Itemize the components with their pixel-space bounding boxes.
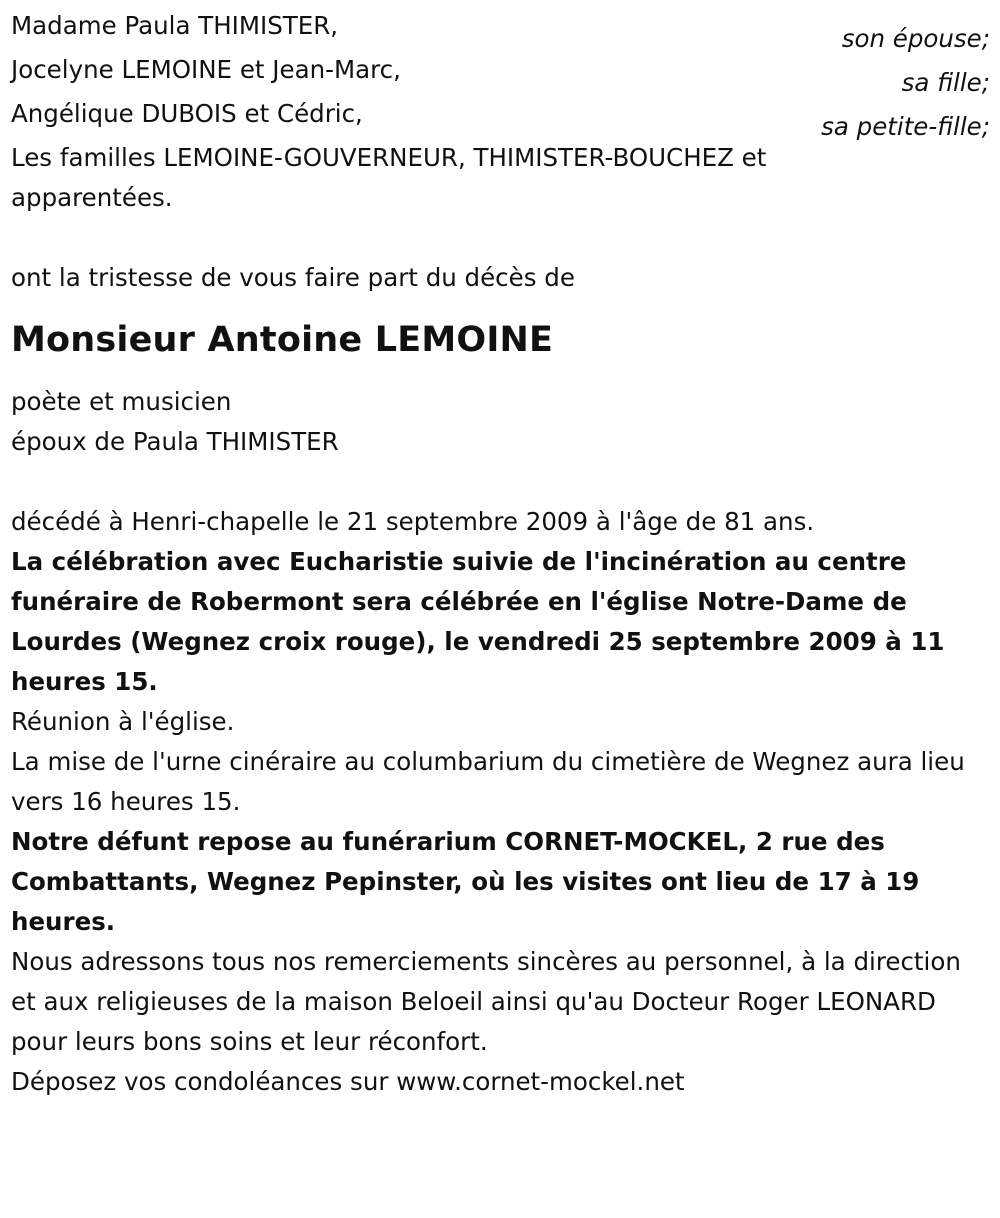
family-member-relation: sa fille;	[901, 68, 990, 97]
thanks-message: Nous adressons tous nos remerciements sincères au personnel, à la direction et aux religieuses de la maison Beloeil ainsi qu'au Docteur Roger LEONARD pour leurs bons soins et leur réconfort.	[11, 947, 961, 1056]
spacer	[11, 462, 990, 502]
announcement-intro: ont la tristesse de vous faire part du décès de	[11, 263, 575, 292]
deceased-name: Monsieur Antoine LEMOINE	[11, 320, 554, 360]
condolences-info: Déposez vos condoléances sur www.cornet-mockel.net	[11, 1067, 685, 1096]
urn-info: La mise de l'urne cinéraire au columbarium du cimetière de Wegnez aura lieu vers 16 heures 15.	[11, 747, 965, 816]
deceased-spouse: époux de Paula THIMISTER	[11, 427, 339, 456]
ceremony-info: La célébration avec Eucharistie suivie de l'incinération au centre funéraire de Robermont sera célébrée en l'église Notre-Dame de Lourdes (Wegnez croix rouge), le vendredi 25 septembre 2009 à 11 heures 15.	[11, 547, 945, 696]
family-member-name: Madame Paula THIMISTER,	[11, 11, 339, 40]
meeting-info: Réunion à l'église.	[11, 707, 235, 736]
visitation-info: Notre défunt repose au funérarium CORNET-MOCKEL, 2 rue des Combattants, Wegnez Pepinster, où les visites ont lieu de 17 à 19 heures.	[11, 827, 920, 936]
family-member-relation: son épouse;	[841, 24, 990, 53]
other-families: Les familles LEMOINE-GOUVERNEUR, THIMISTER-BOUCHEZ et apparentées.	[11, 143, 767, 212]
family-member-relation: sa petite-fille;	[821, 112, 990, 141]
deceased-title: poète et musicien	[11, 387, 232, 416]
spacer	[11, 218, 990, 258]
death-info: décédé à Henri-chapelle le 21 septembre 2009 à l'âge de 81 ans.	[11, 507, 815, 536]
family-member-name: Jocelyne LEMOINE et Jean-Marc,	[11, 55, 401, 84]
family-member-name: Angélique DUBOIS et Cédric,	[11, 99, 363, 128]
